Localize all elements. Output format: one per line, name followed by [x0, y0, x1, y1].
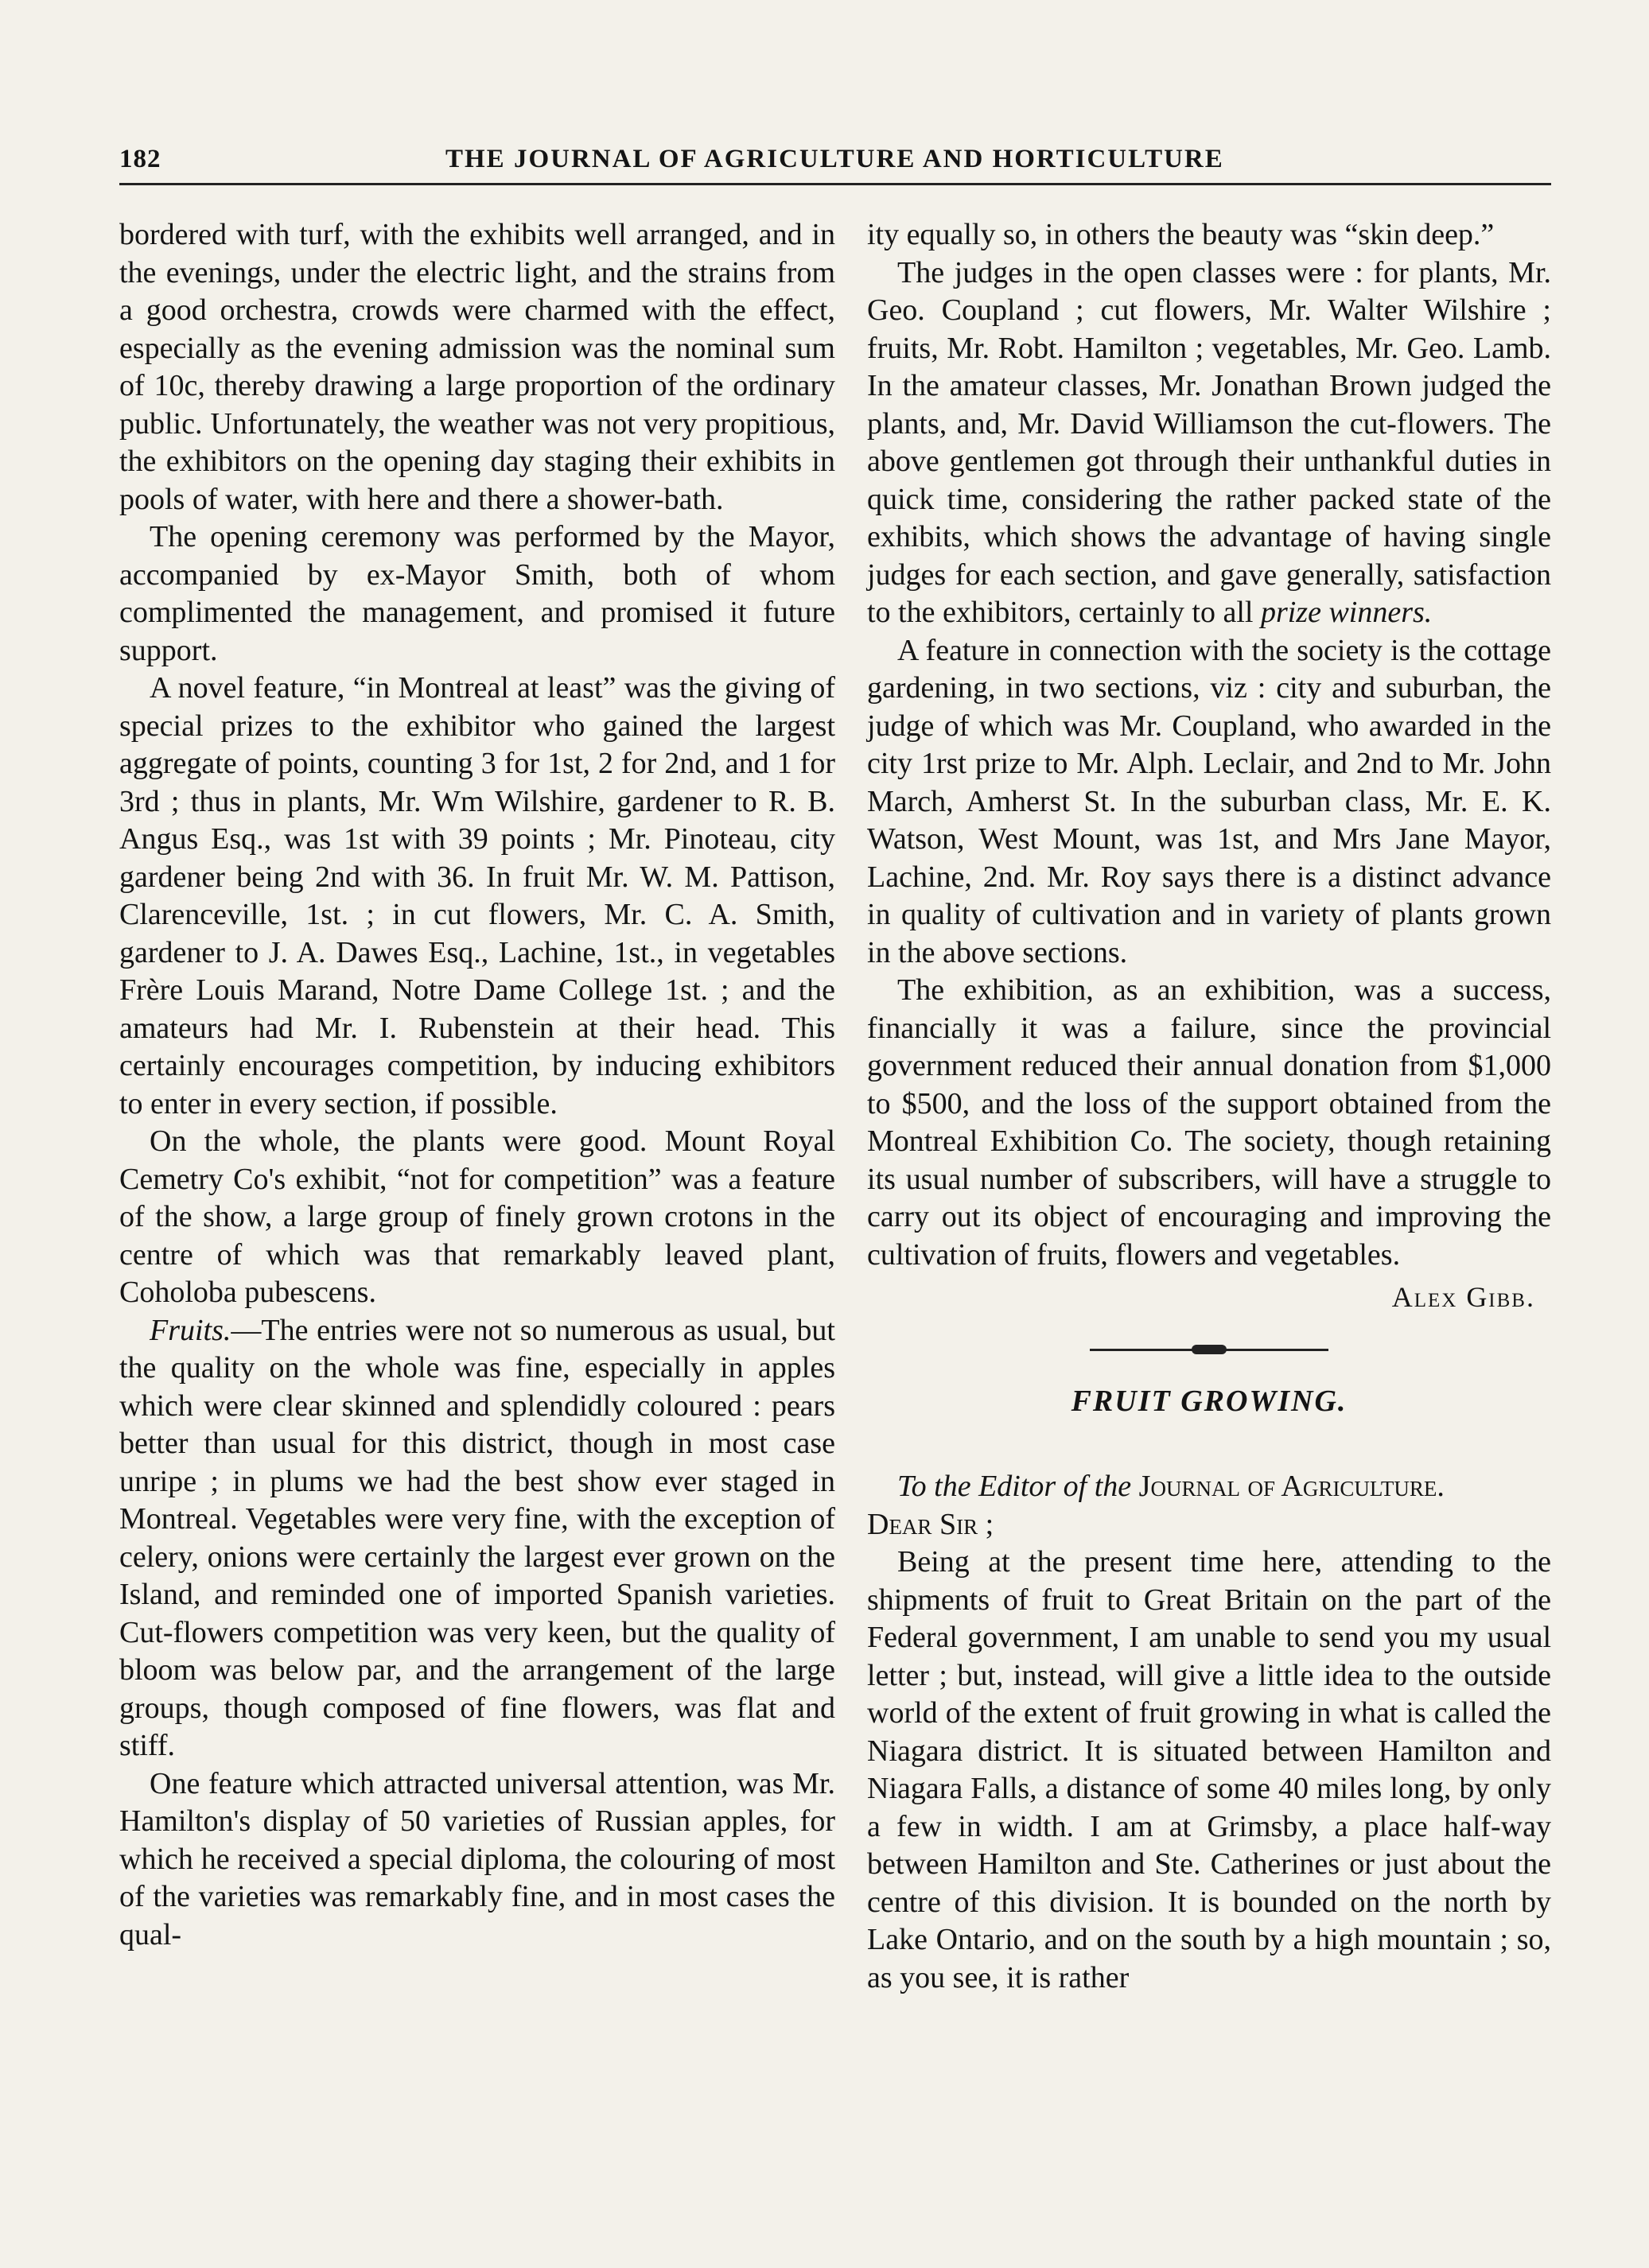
paragraph-russian-apples: One feature which attracted universal attention, was Mr. Hamilton's display of 50 varieties of Russian apples, for which he received a special diploma, the colouring of most of the varieties was remarkably fine, and in most cases the qual- [119, 1766, 835, 1951]
prize-winners-text: prize winners. [1260, 596, 1433, 629]
section-title: FRUIT GROWING. [1071, 1384, 1348, 1418]
paragraph-cottage-gardening: A feature in connection with the society is the cottage gardening, in two sections, viz : city and suburban, the judge of which was Mr. Coupland, who awarded in the city 1rst prize to Mr. Alph. Leclair, and 2nd to Mr. John March, Amherst St. In the suburban class, Mr. E. K. Watson, West Mount, was 1st, and Mrs Jane Mayor, Lachine, 2nd. Mr. Roy says there is a distinct advance in quality of cultivation and in variety of plants grown in the above sections. [867, 633, 1551, 969]
paragraph-skin-deep: ity equally so, in others the beauty was “skin deep.” [867, 218, 1495, 251]
right-column [867, 216, 1551, 1997]
section-separator [1090, 1349, 1328, 1351]
journal-name: Journal of Agriculture. [1138, 1470, 1445, 1503]
header-rule [119, 183, 1551, 185]
page-number: 182 [119, 145, 161, 173]
fruits-text: —The entries were not so numerous as usual, but the quality on the whole was fine, especially in apples which were clear skinned and splendidly coloured : pears better than usual for this district, though in most case unripe ; in plums we had the best show ever staged in Montreal. Vegetables were very fine, with the exception of celery, onions were certainly the largest ever grown on the Island, and reminded one of imported Spanish varieties. Cut-flowers competition was very keen, but the quality of bloom was below par, and the arrangement of the large groups, though composed of fine flowers, was flat and stiff. [119, 1313, 835, 1762]
paragraph-exhibition-finances: The exhibition, as an exhibition, was a success, financially it was a failure, since the provincial government reduced their annual donation from $1,000 to $500, and the loss of the support obtained from the Montreal Exhibition Co. The society, though retaining its usual number of subscribers, will have a struggle to carry out its object of encouraging and improving the cultivation of fruits, flowers and vegetables. [867, 973, 1551, 1272]
fruits-label: Fruits. [150, 1313, 231, 1347]
paragraph-niagara-district: Being at the present time here, attending to the shipments of fruit to Great Britain on the part of the Federal government, I am unable to send you my usual letter ; but, instead, will give a little idea to the outside world of the extent of fruit growing in what is called the Niagara district. It is situated between Hamilton and Niagara Falls, a distance of some 40 miles long, by only a few in width. I am at Grimsby, a place half-way between Hamilton and Ste. Catherines or just about the centre of this division. It is bounded on the north by Lake Ontario, and on the south by a high mountain ; so, as you see, it is rather [867, 1545, 1551, 1994]
judges-text: The judges in the open classes were : for plants, Mr. Geo. Coupland ; cut flowers, Mr. Walter Wilshire ; fruits, Mr. Robt. Hamilton ; vegetables, Mr. Geo. Lamb. In the amateur classes, Mr. Jonathan Brown judged the plants, and, Mr. David Williamson the cut-flowers. The above gentlemen got through their unthankful duties in quick time, considering the rather packed state of the exhibits, which shows the advantage of having single judges for each section, and gave generally, satisfaction to the exhibitors, certainly to all [867, 255, 1551, 629]
running-title: THE JOURNAL OF AGRICULTURE AND HORTICULTURE [445, 145, 1224, 173]
left-column [119, 216, 835, 1954]
greeting: Dear Sir ; [867, 1507, 994, 1541]
paragraph-continued: bordered with turf, with the exhibits well arranged, and in the evenings, under the electric light, and the strains from a good orchestra, crowds were charmed with the effect, especially as the evening admission was the nominal sum of 10c, thereby drawing a large proportion of the ordinary public. Unfortunately, the weather was not very propitious, the exhibitors on the opening day staging their exhibits in pools of water, with here and there a shower-bath. [119, 218, 835, 516]
editor-salutation [867, 1468, 1551, 1506]
paragraph-plants: On the whole, the plants were good. Mount Royal Cemetry Co's exhibit, “not for competition” was a feature of the show, a large group of finely grown crotons in the centre of which was that remarkably leaved plant, Coholoba pubescens. [119, 1124, 835, 1309]
paragraph-judges [867, 254, 1551, 632]
paragraph-fruits [119, 1312, 835, 1765]
salutation-prefix: To the Editor of the [897, 1470, 1139, 1503]
author-signature: Alex Gibb. [1391, 1281, 1535, 1313]
paragraph-special-prizes: A novel feature, “in Montreal at least” was the giving of special prizes to the exhibitor who gained the largest aggregate of points, counting 3 for 1st, 2 for 2nd, and 1 for 3rd ; thus in plants, Mr. Wm Wilshire, gardener to R. B. Angus Esq., was 1st with 39 points ; Mr. Pinoteau, city gardener being 2nd with 36. In fruit Mr. W. M. Pattison, Clarenceville, 1st. ; in cut flowers, Mr. C. A. Smith, gardener to J. A. Dawes Esq., Lachine, 1st., in vegetables Frère Louis Marand, Notre Dame College 1st. ; and the amateurs had Mr. I. Rubenstein at their head. This certainly encourages competition, by inducing exhibitors to enter in every section, if possible. [119, 671, 835, 1120]
paragraph-opening-ceremony: The opening ceremony was performed by the Mayor, accompanied by ex-Mayor Smith, both of whom complimented the management, and promised it future support. [119, 520, 835, 667]
